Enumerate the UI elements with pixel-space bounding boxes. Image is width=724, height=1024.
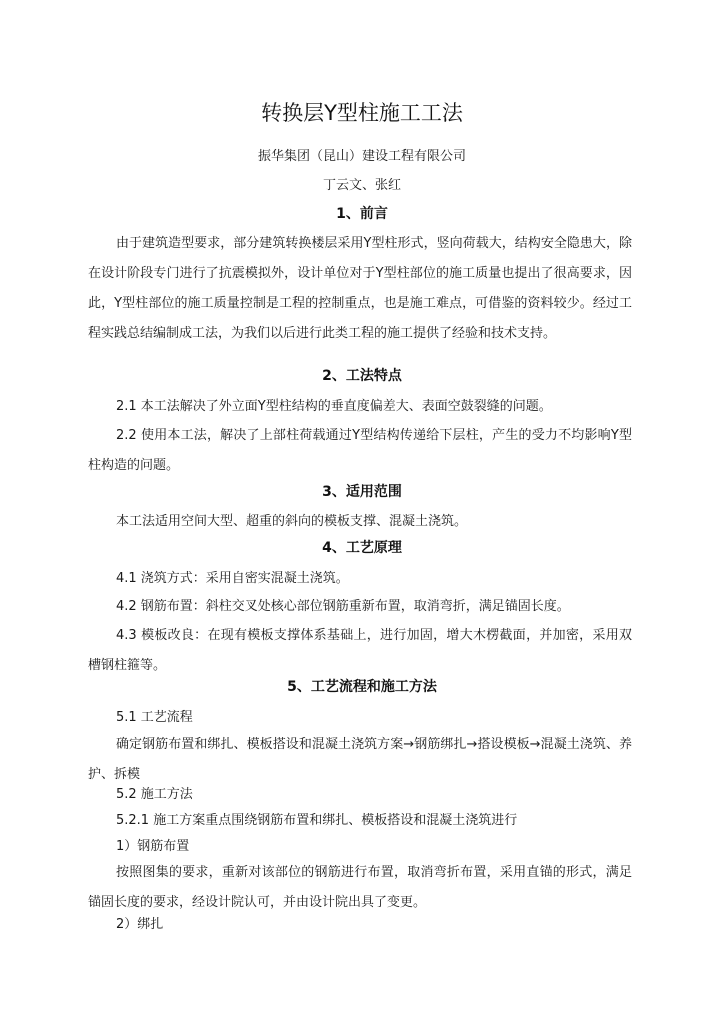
paragraph-rebar-body: 按照图集的要求，重新对该部位的钢筋进行布置，取消弯折布置，采用直锚的形式，满足锚固长度的要求，经设计院认可，并由设计院出具了变更。 <box>88 865 632 910</box>
paragraph-scope: 本工法适用空间大型、超重的斜向的模板支撑、混凝土浇筑。 <box>116 514 468 529</box>
paragraph-principle-4-3: 4.3 模板改良：在现有模板支撑体系基础上，进行加固，增大木楞截面，并加密，采用双槽钢柱箍等。 <box>88 628 632 673</box>
section-heading-features: 2、工法特点 <box>322 368 402 384</box>
paragraph-principle-4-1: 4.1 浇筑方式：采用自密实混凝土浇筑。 <box>116 571 349 586</box>
paragraph-rebar-heading: 1）钢筋布置 <box>116 839 190 854</box>
paragraph-process-5-2: 5.2 施工方法 <box>116 787 193 802</box>
authors-line: 丁云文、张红 <box>322 178 401 193</box>
paragraph-binding-heading: 2）绑扎 <box>116 917 164 932</box>
paragraph-features-2-1: 2.1 本工法解决了外立面Y型柱结构的垂直度偏差大、表面空鼓裂缝的问题。 <box>116 399 552 414</box>
section-heading-scope: 3、适用范围 <box>322 484 402 500</box>
paragraph-features-2-2: 2.2 使用本工法，解决了上部柱荷载通过Y型结构传递给下层柱，产生的受力不均影响Y型柱构造的问题。 <box>88 428 632 473</box>
paragraph-process-5-1: 5.1 工艺流程 <box>116 710 193 725</box>
section-heading-process: 5、工艺流程和施工方法 <box>287 679 437 695</box>
section-heading-preface: 1、前言 <box>336 206 388 222</box>
document-title: 转换层Y型柱施工工法 <box>261 101 463 125</box>
paragraph-process-5-2-1: 5.2.1 施工方案重点围绕钢筋布置和绑扎、模板搭设和混凝土浇筑进行 <box>116 813 518 828</box>
paragraph-principle-4-2: 4.2 钢筋布置：斜柱交叉处核心部位钢筋重新布置，取消弯折，满足锚固长度。 <box>116 599 570 614</box>
paragraph-process-flow: 确定钢筋布置和绑扎、模板搭设和混凝土浇筑方案→钢筋绑扎→搭设模板→混凝土浇筑、养护、拆模 <box>88 737 632 782</box>
section-heading-principle: 4、工艺原理 <box>322 540 402 556</box>
organization-line: 振华集团（昆山）建设工程有限公司 <box>257 149 466 164</box>
paragraph-preface: 由于建筑造型要求，部分建筑转换楼层采用Y型柱形式，竖向荷载大，结构安全隐患大，除在设计阶段专门进行了抗震模拟外，设计单位对于Y型柱部位的施工质量也提出了很高要求，因此，Y型柱部位的施工质量控制是工程的控制重点，也是施工难点，可借鉴的资料较少。经过工程实践总结编制成工法，为我们以后进行此类工程的施工提供了经验和技术支持。 <box>88 236 632 341</box>
